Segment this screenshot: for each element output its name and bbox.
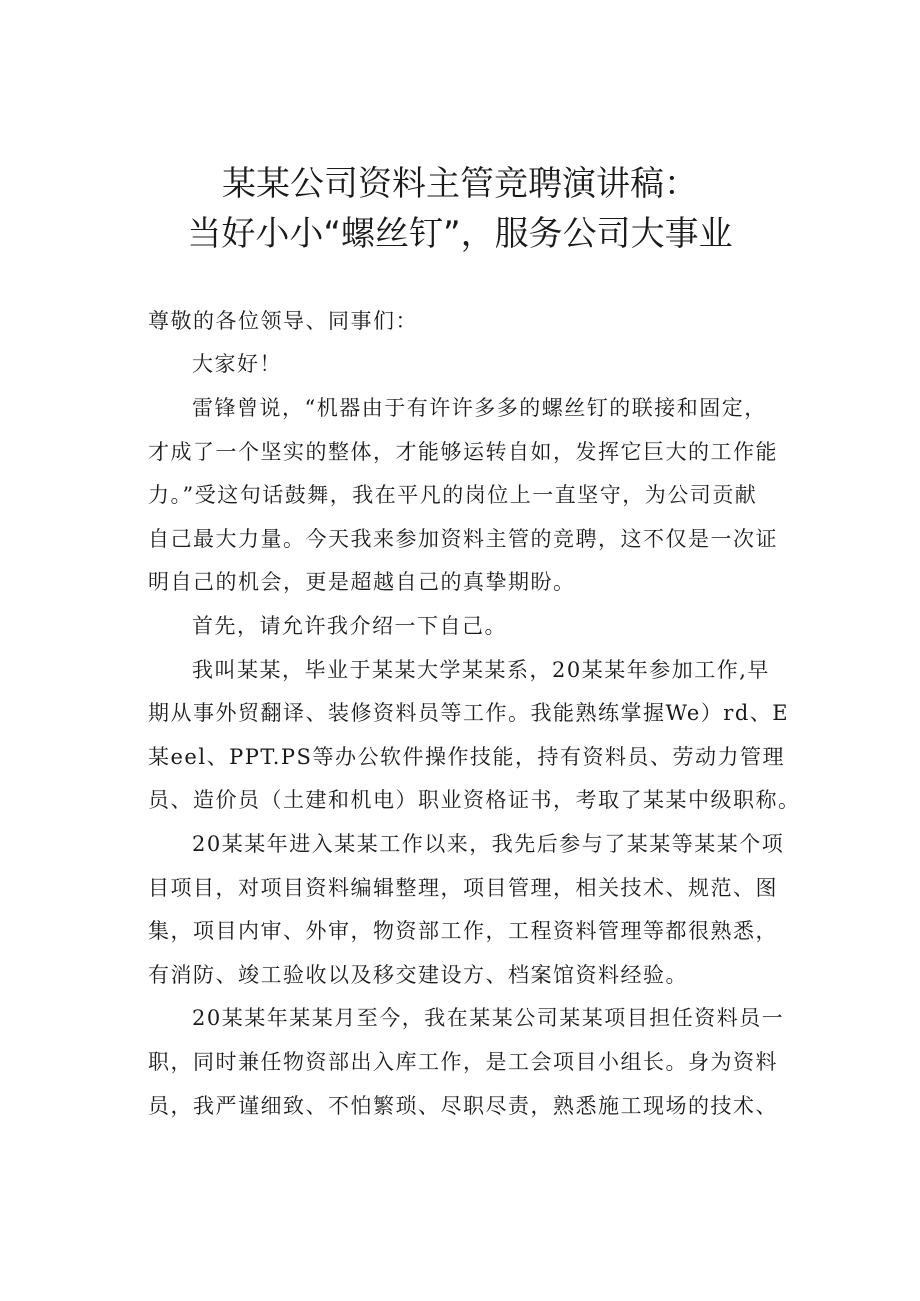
body-line: 20某某年某某月至今，我在某某公司某某项目担任资料员一 bbox=[192, 1006, 785, 1030]
greeting: 大家好！ bbox=[192, 352, 282, 376]
body-line: 期从事外贸翻译、装修资料员等工作。我能熟练掌握We）rd、E bbox=[148, 701, 790, 725]
body-line: 员、造价员（土建和机电）职业资格证书，考取了某某中级职称。 bbox=[148, 788, 801, 812]
document-title-line-2: 当好小小“螺丝钉”，服务公司大事业 bbox=[187, 214, 733, 254]
body-line: 某eel、PPT.PS等办公软件操作技能，持有资料员、劳动力管理 bbox=[148, 745, 785, 769]
body-line: 首先，请允许我介绍一下自己。 bbox=[192, 614, 507, 638]
body-line: 目项目，对项目资料编辑整理，项目管理，相关技术、规范、图 bbox=[148, 876, 778, 900]
body-line: 雷锋曾说，“机器由于有许许多多的螺丝钉的联接和固定， bbox=[192, 396, 767, 420]
body-line: 职，同时兼任物资部出入库工作，是工会项目小组长。身为资料 bbox=[148, 1050, 778, 1074]
document-title-line-1: 某某公司资料主管竞聘演讲稿： bbox=[222, 164, 698, 204]
body-line: 明自己的机会，更是超越自己的真挚期盼。 bbox=[148, 570, 576, 594]
body-line: 员，我严谨细致、不怕繁琐、尽职尽责，熟悉施工现场的技术、 bbox=[148, 1094, 778, 1118]
body-line: 力。”受这句话鼓舞，我在平凡的岗位上一直坚守，为公司贡献 bbox=[148, 483, 758, 507]
body-line: 集，项目内审、外审，物资部工作，工程资料管理等都很熟悉， bbox=[148, 919, 778, 943]
body-line: 自己最大力量。今天我来参加资料主管的竞聘，这不仅是一次证 bbox=[148, 527, 778, 551]
salutation: 尊敬的各位领导、同事们： bbox=[148, 309, 418, 333]
body-line: 才成了一个坚实的整体，才能够运转自如，发挥它巨大的工作能 bbox=[148, 440, 778, 464]
body-line: 我叫某某，毕业于某某大学某某系，20某某年参加工作,早 bbox=[192, 658, 770, 682]
body-line: 有消防、竣工验收以及移交建设方、档案馆资料经验。 bbox=[148, 963, 688, 987]
body-line: 20某某年进入某某工作以来，我先后参与了某某等某某个项 bbox=[192, 832, 785, 856]
